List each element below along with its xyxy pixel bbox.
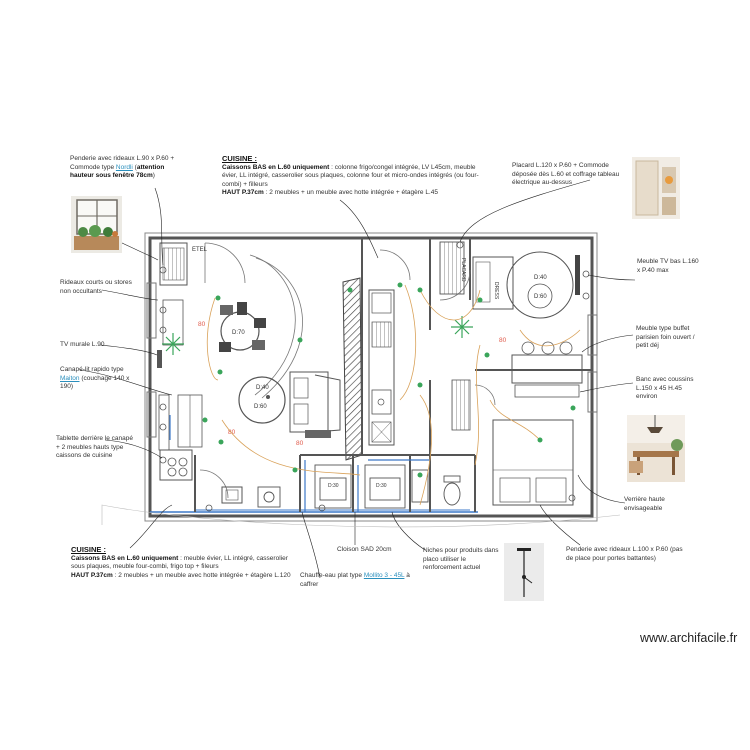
note-canape <box>60 366 130 392</box>
note-text: ) <box>152 172 155 180</box>
note-penderie-bottom: Penderie avec rideaux L.100 x P.60 (pas de place pour portes battantes) <box>566 546 683 562</box>
socket-marks <box>203 283 576 478</box>
dim-40: D:40 <box>256 385 269 391</box>
label-80-b: 80 <box>228 429 236 436</box>
note-text: Canapé-lit rapido type <box>60 366 124 373</box>
note-bold: attention hauteur sous fenêtre 78cm <box>70 163 165 180</box>
etel-label: ETEL <box>192 247 208 253</box>
cuisine-top-title: CUISINE : <box>222 154 258 163</box>
note-cuisine-top <box>222 155 484 198</box>
dim-70: D:70 <box>232 330 245 336</box>
cuisine-bottom-bold1: Caissons BAS en L.60 uniquement <box>71 554 179 562</box>
kitchen-center <box>369 290 394 445</box>
note-niches: Niches pour produits dans placo utiliser le renforcement actuel <box>423 547 499 572</box>
cuisine-top-text1: : colonne frigo/congel intégrée, LV L45cm, meuble évier, LL intégré, casserolier sous plaques, colonne four et micro-ondes intégrés (ou four-combi) + filleurs <box>222 163 479 188</box>
dim-40b: D:40 <box>534 275 547 281</box>
photo-window-plants <box>71 196 122 253</box>
living-area-right <box>473 252 580 318</box>
dress-label: DRESS <box>493 282 499 300</box>
label-80-a: 80 <box>198 321 206 328</box>
note-verriere: Verrière haute envisageable <box>624 496 665 512</box>
mollito-link[interactable]: Mollito 3 - 45L <box>363 572 405 579</box>
dim-60: D:60 <box>254 404 267 410</box>
note-meuble-buffet: Meuble type buffet parisien foin ouvert / petit déj <box>636 325 695 350</box>
photo-wardrobe <box>632 157 680 219</box>
photo-shower <box>504 543 544 601</box>
central-wall <box>343 278 362 460</box>
note-text: Chauffe-eau plat type <box>300 572 364 579</box>
note-cloison: Cloison SAD 20cm <box>337 546 392 553</box>
d30-a: D:30 <box>328 483 339 489</box>
cuisine-bottom-text1: : meuble évier, LL intégré, casserolier sous plaques, meuble four-combi, frigo top + fileurs <box>71 554 288 571</box>
cuisine-top-bold2: HAUT P.37cm <box>222 189 264 197</box>
note-tv-murale: TV murale L.90 <box>60 341 105 348</box>
dining-table-left <box>219 302 266 352</box>
note-text: à caffrer <box>300 572 410 588</box>
note-cuisine-bottom <box>71 546 301 580</box>
bed-right <box>493 420 573 505</box>
cuisine-bottom-text2: : 2 meubles + un meuble avec hotte intégrée + étagère L.120 <box>112 571 291 579</box>
watermark: www.archifacile.fr <box>640 631 738 645</box>
note-text: (couchage 140 x 190) <box>60 374 130 391</box>
note-meuble-tv: Meuble TV bas L.160 x P.40 max <box>637 258 699 274</box>
note-penderie-left <box>70 155 180 181</box>
note-placard: Placard L.120 x P.60 + Commode déposée dès L.60 et coffrage tableau électrique au-dessus <box>512 162 620 187</box>
d30-b: D:30 <box>376 483 387 489</box>
note-chauffe-eau <box>300 572 420 589</box>
kitchen-bottom-left <box>160 450 242 503</box>
note-text: ( <box>132 163 137 171</box>
label-80-d: 80 <box>296 440 304 447</box>
label-80-c: 80 <box>499 337 507 344</box>
cuisine-bottom-bold2: HAUT P.37cm <box>71 571 113 579</box>
nordli-link[interactable]: Nordli <box>115 163 133 171</box>
maiton-link[interactable]: Maiton <box>60 374 80 382</box>
cuisine-top-text2: : 2 meubles + un meuble avec hotte intégrée + étagère L.45 <box>263 189 438 197</box>
note-banc: Banc avec coussins L.150 x 45 H.45 environ <box>636 376 694 401</box>
photo-dining <box>627 415 685 482</box>
tv-wall-left <box>157 350 202 447</box>
wall-outlets <box>160 242 589 511</box>
dim-60b: D:60 <box>534 294 547 300</box>
note-tablette: Tablette derrière le canapé + 2 meubles hauts type caissons de cuisine <box>56 435 133 460</box>
cuisine-top-bold1: Caissons BAS en L.60 uniquement <box>222 163 330 171</box>
note-text: Penderie avec rideaux L.90 x P.60 + Commode type <box>70 155 175 171</box>
placard-label: PLACARD <box>460 258 466 282</box>
note-rideaux: Rideaux courts ou stores non occultants <box>60 279 132 295</box>
cuisine-bottom-title: CUISINE : <box>71 545 107 554</box>
